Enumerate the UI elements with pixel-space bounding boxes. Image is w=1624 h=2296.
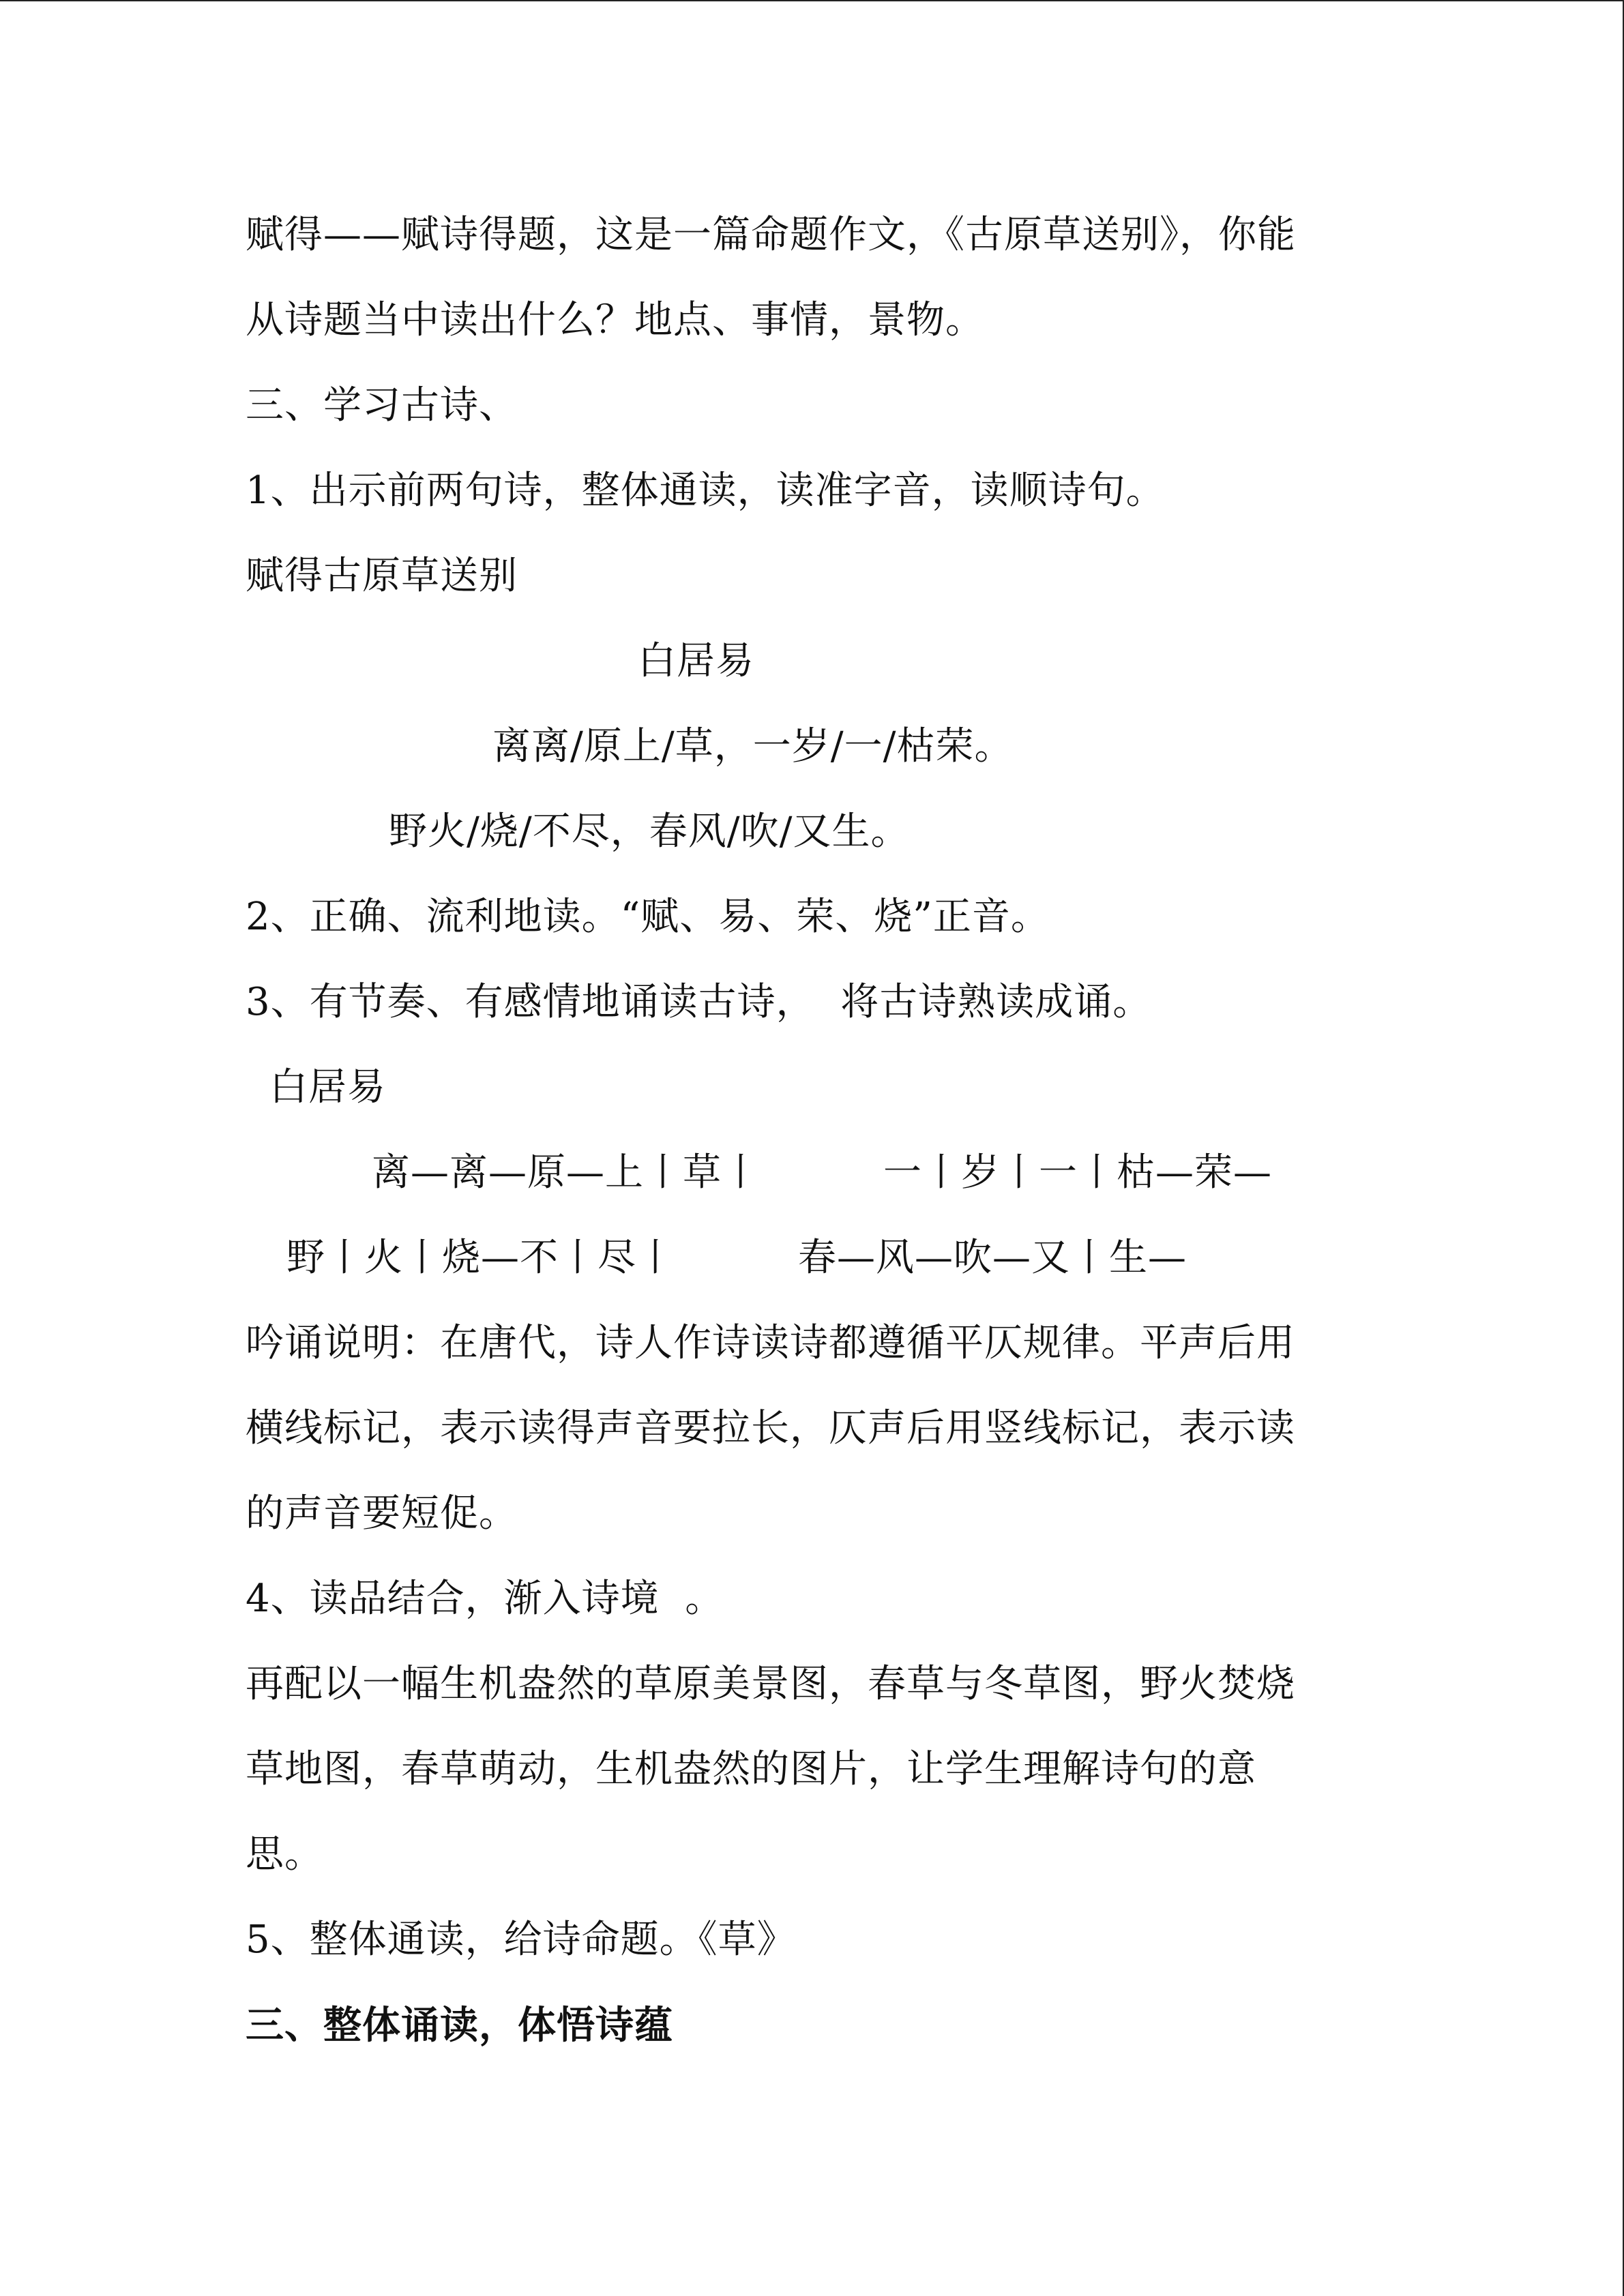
list-item: 3、有节奏、有感情地诵读古诗， 将古诗熟读成诵。	[246, 980, 1152, 1024]
section-heading: 三、学习古诗、	[246, 383, 518, 428]
chant-notation: 野丨火丨烧—不丨尽丨	[286, 1236, 675, 1280]
chant-notation: 一丨岁丨一丨枯—荣—	[883, 1150, 1272, 1195]
list-item: 5、整体通读，给诗命题。《草》	[246, 1918, 796, 1962]
chant-notation: 离—离—原—上丨草丨	[372, 1150, 761, 1195]
paragraph-line: 草地图，春草萌动，生机盎然的图片，让学生理解诗句的意	[246, 1747, 1256, 1791]
paragraph-line: 再配以一幅生机盎然的草原美景图，春草与冬草图，野火焚烧	[246, 1662, 1295, 1706]
list-item: 4、读品结合，渐入诗境 。	[246, 1577, 724, 1621]
list-item: 1、出示前两句诗，整体通读，读准字音，读顺诗句。	[246, 468, 1165, 513]
poem-verse: 离离/原上/草，一岁/一/枯荣。	[492, 724, 1014, 769]
poem-author: 白居易	[638, 639, 754, 683]
paragraph-line: 赋得——赋诗得题，这是一篇命题作文，《古原草送别》，你能	[246, 213, 1296, 257]
list-item: 2、正确、流利地读。“赋、易、荣、烧”正音。	[246, 895, 1050, 939]
paragraph-line: 从诗题当中读出什么？地点、事情，景物。	[246, 298, 984, 342]
paragraph-line: 的声音要短促。	[246, 1491, 518, 1536]
paragraph-line: 横线标记，表示读得声音要拉长，仄声后用竖线标记，表示读	[246, 1406, 1295, 1450]
paragraph-line: 思。	[246, 1832, 323, 1877]
paragraph-line: 吟诵说明：在唐代，诗人作诗读诗都遵循平仄规律。平声后用	[246, 1321, 1295, 1365]
section-heading: 三、整体诵读，体悟诗蕴	[246, 2003, 673, 2048]
poem-verse: 野火/烧/不尽，春风/吹/又生。	[389, 809, 910, 854]
chant-notation: 春—风—吹—又丨生—	[798, 1236, 1187, 1280]
poem-author: 白居易	[269, 1065, 386, 1109]
poem-title: 赋得古原草送别	[246, 554, 518, 598]
